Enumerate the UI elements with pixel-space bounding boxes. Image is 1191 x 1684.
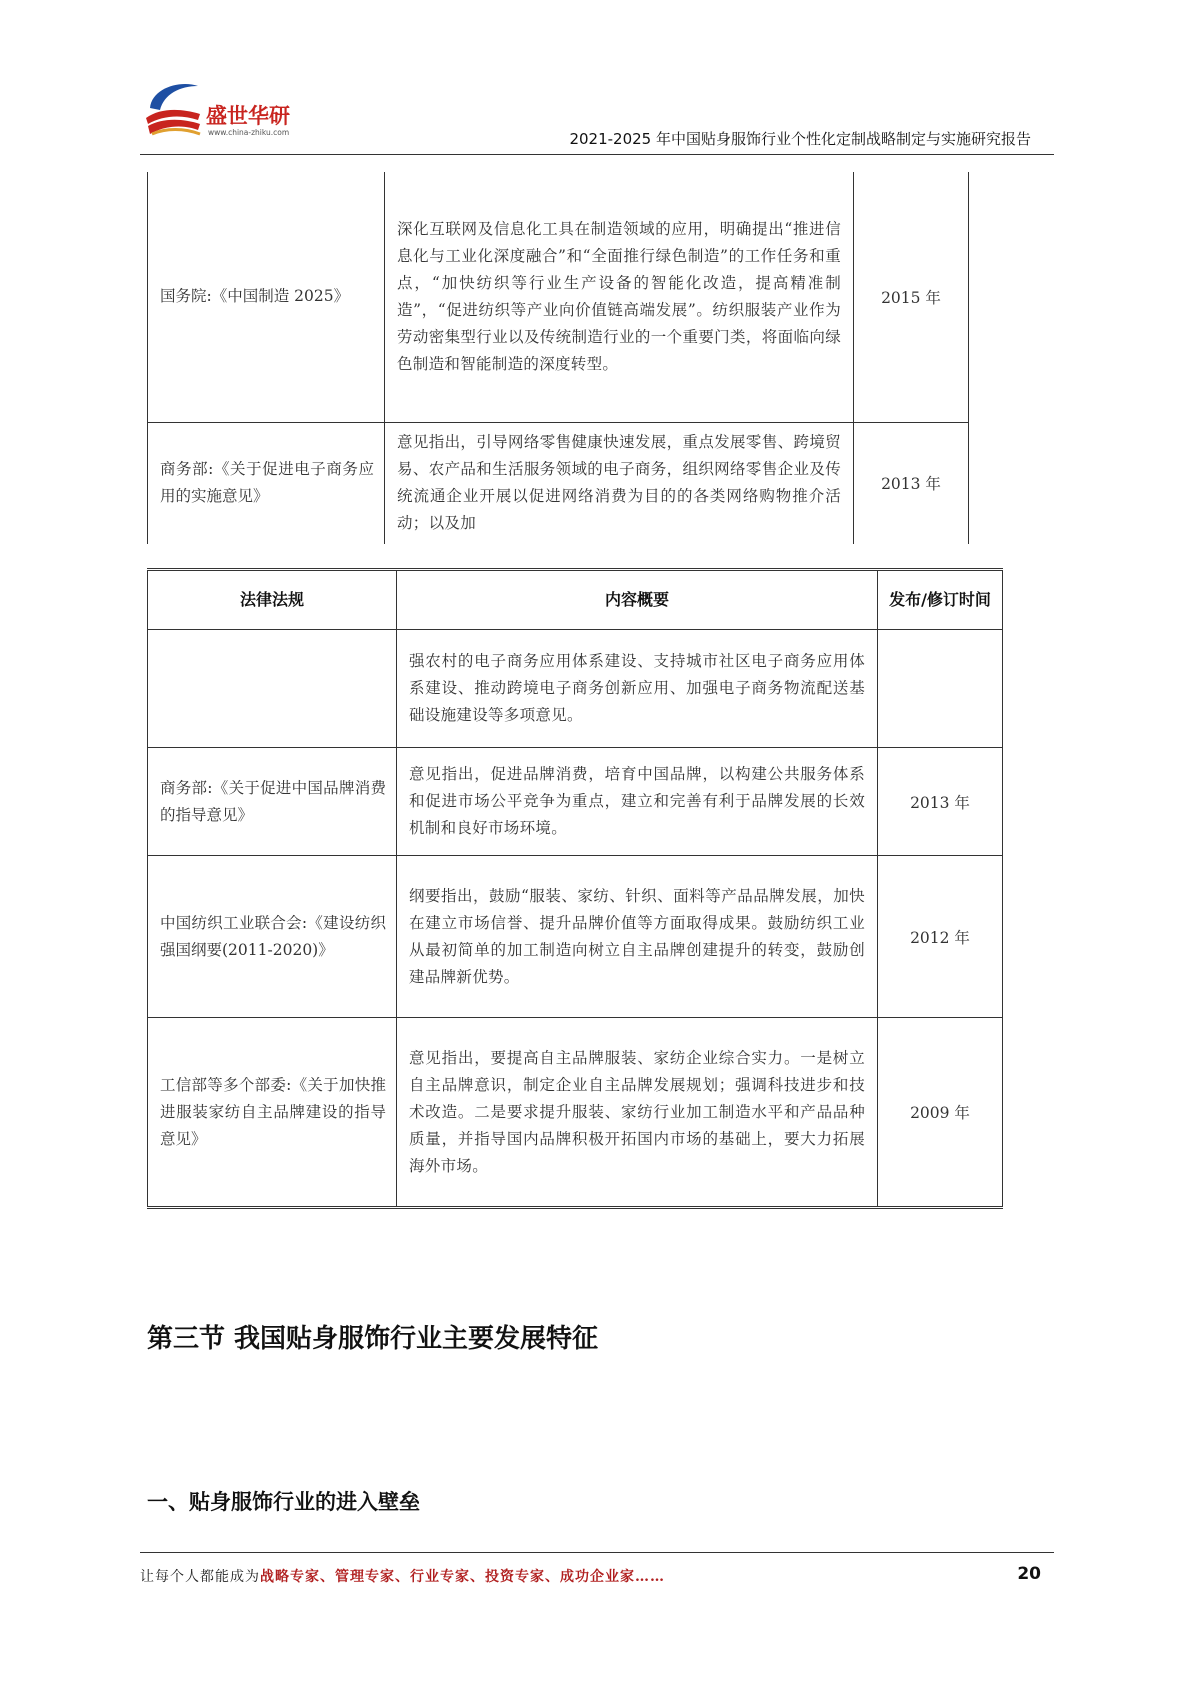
page-number: 20	[1017, 1564, 1041, 1584]
table-header-row	[148, 570, 1003, 630]
logo-url: www.china-zhiku.com	[208, 128, 290, 137]
regulation-table-continued	[147, 172, 969, 544]
slogan-prefix: 让每个人都能成为	[140, 1569, 260, 1585]
table-row	[148, 1018, 1003, 1208]
subsection-title: 一、贴身服饰行业的进入壁垒	[147, 1490, 420, 1514]
table-row	[148, 748, 1003, 856]
regulation-table	[147, 568, 1003, 1209]
law-cell: 国务院:《中国制造 2025》	[148, 172, 385, 422]
content-cell: 深化互联网及信息化工具在制造领域的应用，明确提出“推进信息化与工业化深度融合”和“全面推行绿色制造”的工作任务和重点，“加快纺织等行业生产设备的智能化改造，提高精准制造”，“促进纺织等产业向价值链高端发展”。纺织服装产业作为劳动密集型行业以及传统制造行业的一个重要门类，将面临向绿色制造和智能制造的深度转型。	[385, 172, 854, 422]
year-cell: 2009 年	[878, 1018, 1003, 1208]
book-logo-icon	[140, 78, 210, 144]
year-cell: 2013 年	[878, 748, 1003, 856]
logo-text: 盛世华研	[206, 104, 290, 128]
table-row	[148, 422, 969, 544]
content-cell: 意见指出，促进品牌消费，培育中国品牌，以构建公共服务体系和促进市场公平竞争为重点，建立和完善有利于品牌发展的长效机制和良好市场环境。	[397, 748, 878, 856]
year-cell: 2015 年	[854, 172, 969, 422]
slogan-highlight: 战略专家、管理专家、行业专家、投资专家、成功企业家……	[260, 1569, 665, 1585]
column-header-year: 发布/修订时间	[878, 570, 1003, 630]
law-cell	[148, 630, 397, 748]
content-cell: 意见指出，要提高自主品牌服装、家纺企业综合实力。一是树立自主品牌意识，制定企业自主品牌发展规划；强调科技进步和技术改造。二是要求提升服装、家纺行业加工制造水平和产品品种质量，并指导国内品牌积极开拓国内市场的基础上，要大力拓展海外市场。	[397, 1018, 878, 1208]
law-cell: 商务部:《关于促进中国品牌消费的指导意见》	[148, 748, 397, 856]
footer-slogan	[140, 1566, 665, 1586]
table-row	[148, 172, 969, 422]
column-header-content: 内容概要	[397, 570, 878, 630]
column-header-law: 法律法规	[148, 570, 397, 630]
law-cell: 工信部等多个部委:《关于加快推进服装家纺自主品牌建设的指导意见》	[148, 1018, 397, 1208]
year-cell: 2012 年	[878, 856, 1003, 1018]
year-cell	[878, 630, 1003, 748]
header-divider	[140, 154, 1054, 155]
table-row	[148, 856, 1003, 1018]
law-cell: 中国纺织工业联合会:《建设纺织强国纲要(2011-2020)》	[148, 856, 397, 1018]
content-cell: 强农村的电子商务应用体系建设、支持城市社区电子商务应用体系建设、推动跨境电子商务创新应用、加强电子商务物流配送基础设施建设等多项意见。	[397, 630, 878, 748]
table-row	[148, 630, 1003, 748]
section-title: 第三节 我国贴身服饰行业主要发展特征	[147, 1324, 599, 1354]
content-cell: 纲要指出，鼓励“服装、家纺、针织、面料等产品品牌发展，加快在建立市场信誉、提升品牌价值等方面取得成果。鼓励纺织工业从最初简单的加工制造向树立自主品牌创建提升的转变，鼓励创建品牌新优势。	[397, 856, 878, 1018]
footer-divider	[140, 1552, 1054, 1553]
report-title: 2021-2025 年中国贴身服饰行业个性化定制战略制定与实施研究报告	[569, 130, 1031, 148]
law-cell: 商务部:《关于促进电子商务应用的实施意见》	[148, 422, 385, 544]
company-logo	[140, 78, 330, 148]
year-cell: 2013 年	[854, 422, 969, 544]
content-cell: 意见指出，引导网络零售健康快速发展，重点发展零售、跨境贸易、农产品和生活服务领域的电子商务，组织网络零售企业及传统流通企业开展以促进网络消费为目的的各类网络购物推介活动；以及加	[385, 422, 854, 544]
